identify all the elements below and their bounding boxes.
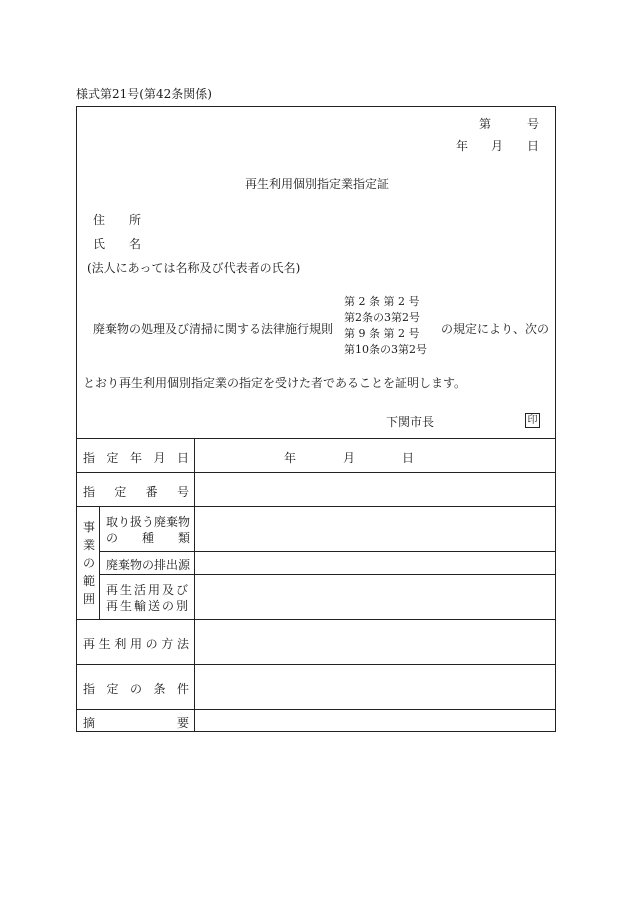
business-scope-label-char: の bbox=[82, 556, 95, 570]
label-char: 定 bbox=[106, 682, 119, 696]
number-suffix: 号 bbox=[527, 117, 540, 131]
seal-stamp: 印 bbox=[525, 413, 540, 428]
article-item: 第2条の3第2号 bbox=[344, 311, 420, 324]
form-number-label: 様式第21号(第42条関係) bbox=[76, 87, 212, 101]
law-suffix: の規定により、次の bbox=[441, 322, 550, 336]
reuse-transport-label-line1: 再生活用及び bbox=[106, 583, 191, 597]
label-char: 月 bbox=[153, 451, 166, 465]
waste-type-label-line1: 取り扱う廃棄物 bbox=[106, 515, 191, 529]
article-item: 第 2 条 第 2 号 bbox=[344, 295, 420, 308]
label-char: 種 bbox=[141, 531, 154, 545]
address-label-2: 所 bbox=[129, 213, 142, 227]
label-char: 件 bbox=[176, 682, 189, 696]
label-char: 条 bbox=[153, 682, 166, 696]
address-label-1: 住 bbox=[93, 213, 106, 227]
label-char: 再 bbox=[83, 637, 96, 651]
designation-date-day: 日 bbox=[402, 451, 415, 465]
date-month: 月 bbox=[491, 139, 504, 153]
law-name: 廃棄物の処理及び清掃に関する法律施行規則 bbox=[93, 322, 334, 336]
table-row-divider bbox=[76, 506, 556, 507]
name-label-2: 名 bbox=[129, 237, 142, 251]
waste-source-label: 廃棄物の排出源 bbox=[106, 558, 191, 572]
business-scope-label-char: 事 bbox=[82, 520, 95, 534]
label-char: 年 bbox=[129, 451, 142, 465]
designation-date-month: 月 bbox=[343, 451, 356, 465]
label-char: 指 bbox=[83, 682, 96, 696]
label-char: の bbox=[129, 682, 142, 696]
table-column-divider bbox=[194, 438, 195, 732]
date-year: 年 bbox=[456, 139, 469, 153]
label-char: の bbox=[145, 637, 158, 651]
designation-number-label bbox=[83, 483, 189, 500]
mayor-title: 下関市長 bbox=[386, 415, 435, 429]
label-char: の bbox=[106, 531, 119, 545]
waste-type-label-line2 bbox=[106, 529, 190, 546]
label-char: 類 bbox=[177, 531, 190, 545]
name-label-1: 氏 bbox=[93, 237, 106, 251]
label-char: 指 bbox=[83, 485, 96, 499]
table-row-divider bbox=[76, 472, 556, 473]
article-item: 第10条の3第2号 bbox=[344, 343, 427, 356]
designation-conditions-label bbox=[83, 680, 189, 697]
designation-date-year: 年 bbox=[284, 451, 297, 465]
business-scope-label-char: 業 bbox=[82, 538, 95, 552]
business-scope-label-char: 範 bbox=[82, 574, 95, 588]
label-char: 要 bbox=[176, 716, 189, 730]
certify-text: とおり再生利用個別指定業の指定を受けた者であることを証明します。 bbox=[83, 376, 467, 390]
article-item: 第 9 条 第 2 号 bbox=[344, 327, 420, 340]
reuse-transport-label-line2: 再生輸送の別 bbox=[106, 599, 191, 613]
label-char: 号 bbox=[176, 485, 189, 499]
corporation-note: (法人にあっては名称及び代表者の氏名) bbox=[87, 261, 301, 275]
reuse-method-label bbox=[83, 635, 189, 652]
label-char: 利 bbox=[114, 637, 127, 651]
table-row-divider bbox=[76, 664, 556, 665]
business-scope-label-char: 囲 bbox=[82, 592, 95, 606]
label-char: 日 bbox=[176, 451, 189, 465]
label-char: 摘 bbox=[83, 716, 96, 730]
remarks-label bbox=[83, 714, 189, 731]
table-column-divider bbox=[99, 506, 100, 619]
label-char: 用 bbox=[129, 637, 142, 651]
label-char: 指 bbox=[83, 451, 96, 465]
table-row-divider bbox=[99, 551, 556, 552]
number-prefix: 第 bbox=[479, 117, 492, 131]
designation-date-label bbox=[83, 449, 189, 466]
table-row-divider bbox=[99, 574, 556, 575]
certificate-title: 再生利用個別指定業指定証 bbox=[245, 177, 390, 191]
label-char: 定 bbox=[106, 451, 119, 465]
label-char: 定 bbox=[114, 485, 127, 499]
label-char: 方 bbox=[161, 637, 174, 651]
table-top-border bbox=[76, 438, 556, 439]
table-row-divider bbox=[76, 619, 556, 620]
label-char: 生 bbox=[98, 637, 111, 651]
article-list bbox=[344, 294, 427, 358]
date-day: 日 bbox=[527, 139, 540, 153]
label-char: 番 bbox=[145, 485, 158, 499]
label-char: 法 bbox=[176, 637, 189, 651]
table-row-divider bbox=[76, 709, 556, 710]
